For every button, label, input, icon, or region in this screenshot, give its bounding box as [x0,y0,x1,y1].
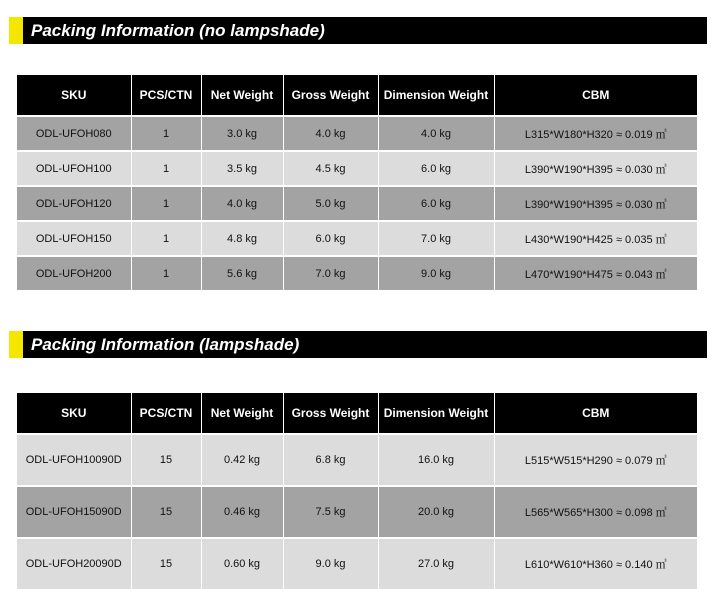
column-header-dimension-weight: Dimension Weight [378,393,494,434]
cell-net-weight: 3.5 kg [201,151,283,186]
cell-dimension-weight: 9.0 kg [378,256,494,290]
cell-cbm: L610*W610*H360 ≈ 0.140 ㎥ [494,538,697,589]
table-row [17,486,697,538]
table-header-row [17,75,697,116]
cell-sku: ODL-UFOH10090D [17,434,131,486]
table-row [17,538,697,589]
cell-cbm: L390*W190*H395 ≈ 0.030 ㎥ [494,186,697,221]
column-header-cbm: CBM [494,75,697,116]
cell-gross-weight: 6.8 kg [283,434,378,486]
cell-gross-weight: 9.0 kg [283,538,378,589]
cell-cbm: L315*W180*H320 ≈ 0.019 ㎥ [494,116,697,151]
section-header-no-lampshade [9,17,707,44]
cell-cbm: L470*W190*H475 ≈ 0.043 ㎥ [494,256,697,290]
cell-gross-weight: 5.0 kg [283,186,378,221]
cell-dimension-weight: 6.0 kg [378,151,494,186]
cell-sku: ODL-UFOH150 [17,221,131,256]
column-header-pcs-ctn: PCS/CTN [131,393,201,434]
section-header-lampshade [9,331,707,358]
cell-pcs-ctn: 1 [131,221,201,256]
cell-dimension-weight: 27.0 kg [378,538,494,589]
cell-net-weight: 0.46 kg [201,486,283,538]
column-header-gross-weight: Gross Weight [283,393,378,434]
column-header-cbm: CBM [494,393,697,434]
cell-gross-weight: 6.0 kg [283,221,378,256]
table-row [17,256,697,290]
packing-table-lampshade [17,393,697,589]
cell-gross-weight: 4.5 kg [283,151,378,186]
cell-dimension-weight: 16.0 kg [378,434,494,486]
cell-cbm: L515*W515*H290 ≈ 0.079 ㎥ [494,434,697,486]
column-header-sku: SKU [17,75,131,116]
cell-sku: ODL-UFOH120 [17,186,131,221]
cell-net-weight: 3.0 kg [201,116,283,151]
cell-gross-weight: 7.5 kg [283,486,378,538]
table-row [17,151,697,186]
cell-gross-weight: 7.0 kg [283,256,378,290]
column-header-dimension-weight: Dimension Weight [378,75,494,116]
cell-cbm: L565*W565*H300 ≈ 0.098 ㎥ [494,486,697,538]
cell-net-weight: 5.6 kg [201,256,283,290]
cell-net-weight: 4.8 kg [201,221,283,256]
section-title: Packing Information (no lampshade) [31,21,325,40]
column-header-net-weight: Net Weight [201,75,283,116]
cell-pcs-ctn: 1 [131,116,201,151]
cell-pcs-ctn: 1 [131,256,201,290]
cell-cbm: L430*W190*H425 ≈ 0.035 ㎥ [494,221,697,256]
column-header-net-weight: Net Weight [201,393,283,434]
cell-cbm: L390*W190*H395 ≈ 0.030 ㎥ [494,151,697,186]
cell-net-weight: 0.60 kg [201,538,283,589]
cell-net-weight: 4.0 kg [201,186,283,221]
column-header-pcs-ctn: PCS/CTN [131,75,201,116]
cell-sku: ODL-UFOH100 [17,151,131,186]
cell-sku: ODL-UFOH080 [17,116,131,151]
cell-dimension-weight: 6.0 kg [378,186,494,221]
cell-sku: ODL-UFOH15090D [17,486,131,538]
cell-sku: ODL-UFOH20090D [17,538,131,589]
table-row [17,434,697,486]
cell-pcs-ctn: 1 [131,151,201,186]
cell-net-weight: 0.42 kg [201,434,283,486]
cell-dimension-weight: 4.0 kg [378,116,494,151]
cell-dimension-weight: 7.0 kg [378,221,494,256]
section-title: Packing Information (lampshade) [31,335,300,354]
table-row [17,186,697,221]
cell-pcs-ctn: 15 [131,486,201,538]
cell-sku: ODL-UFOH200 [17,256,131,290]
table-row [17,116,697,151]
column-header-sku: SKU [17,393,131,434]
cell-pcs-ctn: 1 [131,186,201,221]
packing-table-no-lampshade [17,75,697,290]
cell-pcs-ctn: 15 [131,434,201,486]
table-row [17,221,697,256]
table-header-row [17,393,697,434]
section-accent [9,17,23,44]
column-header-gross-weight: Gross Weight [283,75,378,116]
cell-pcs-ctn: 15 [131,538,201,589]
cell-gross-weight: 4.0 kg [283,116,378,151]
cell-dimension-weight: 20.0 kg [378,486,494,538]
section-accent [9,331,23,358]
